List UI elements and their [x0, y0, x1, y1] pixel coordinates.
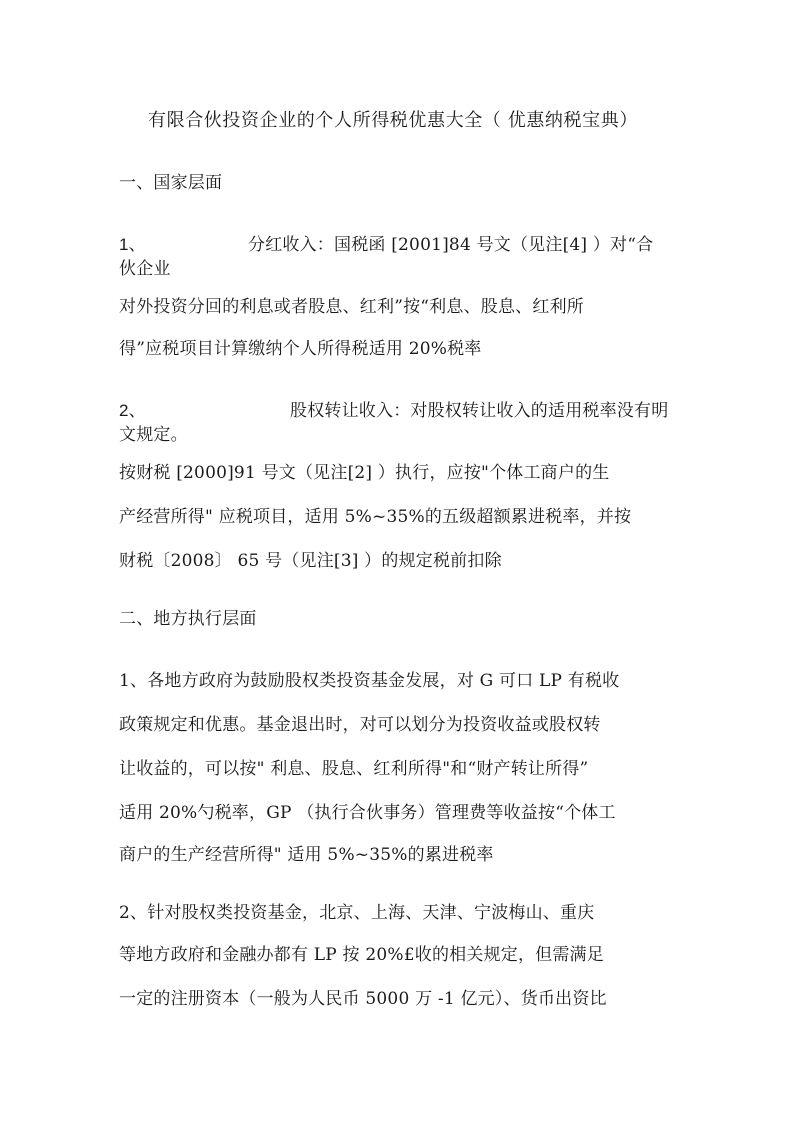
section-heading-national: 一、国家层面 — [119, 173, 223, 193]
document-title: 有限合伙投资企业的个人所得税优惠大全（ 优惠纳税宝典） — [148, 110, 638, 131]
paragraph-line: 文规定。 — [119, 425, 188, 445]
paragraph-line: 等地方政府和金融办都有 LP 按 20%£收的相关规定，但需满足 — [119, 945, 604, 965]
paragraph-line: 按财税 [2000]91 号文（见注[2] ）执行，应按"个体工商户的生 — [119, 463, 610, 483]
paragraph-line: 一定的注册资本（一般为人民币 5000 万 -1 亿元）、货币出资比 — [119, 989, 607, 1009]
paragraph-line: 对外投资分回的利息或者股息、红利”按“利息、股息、红利所 — [119, 297, 584, 317]
section-heading-local: 二、地方执行层面 — [119, 609, 257, 629]
paragraph-line: 1、各地方政府为鼓励股权类投资基金发展，对 G 可口 LP 有税收 — [119, 671, 620, 691]
paragraph-line: 得”应税项目计算缴纳个人所得税适用 20%税率 — [119, 339, 482, 359]
paragraph-line: 政策规定和优惠。基金退出时，对可以划分为投资收益或股权转 — [119, 715, 601, 735]
paragraph-line: 适用 20%勺税率，GP （执行合伙事务）管理费等收益按“个体工 — [119, 803, 616, 823]
paragraph-line: 财税〔2008〕 65 号（见注[3] ）的规定税前扣除 — [119, 551, 502, 571]
item-number-2: 2、 — [119, 401, 146, 420]
item-number-1: 1、 — [119, 235, 146, 254]
paragraph-line: 分红收入：国税函 [2001]84 号文（见注[4] ）对“合 — [248, 235, 654, 255]
paragraph-line: 商户的生产经营所得" 适用 5%~35%的累进税率 — [119, 845, 494, 865]
paragraph-line: 让收益的，可以按" 利息、股息、红利所得"和“财产转让所得” — [119, 759, 589, 779]
paragraph-line: 伙企业 — [119, 259, 171, 279]
paragraph-line: 股权转让收入：对股权转让收入的适用税率没有明 — [290, 401, 669, 421]
paragraph-line: 2、针对股权类投资基金，北京、上海、天津、宁波梅山、重庆 — [119, 903, 595, 923]
paragraph-line: 产经营所得" 应税项目，适用 5%~35%的五级超额累进税率，并按 — [119, 507, 632, 527]
